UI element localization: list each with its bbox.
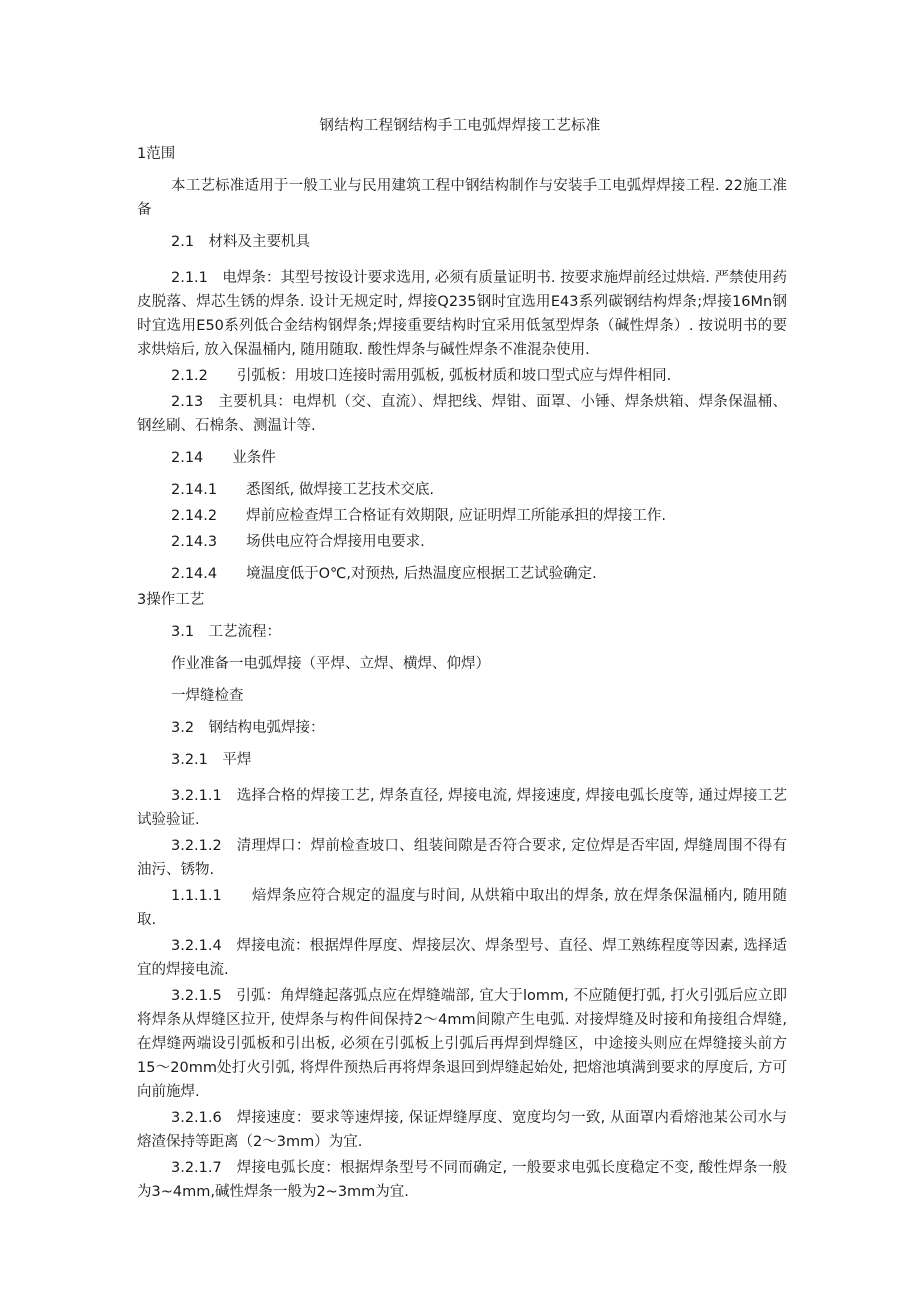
paragraph: 2.14.4 境温度低于O℃,对预热, 后热温度应根据工艺试验确定. [171,566,597,582]
paragraph: 3.2.1.6 焊接速度：要求等速焊接, 保证焊缝厚度、宽度均匀一致, 从面罩内看熔池某公司水与熔渣保持等距离（2～3mm）为宜. [137,1110,787,1150]
paragraph: 2.14.3 场供电应符合焊接用电要求. [171,534,425,550]
paragraph: 2.1 材料及主要机具 [171,234,311,250]
paragraph: 作业准备一电弧焊接（平焊、立焊、横焊、仰焊） [171,656,490,672]
document-body [137,140,787,1204]
paragraph: 2.1.1 电焊条：其型号按设计要求选用, 必须有质量证明书. 按要求施焊前经过烘焙. 严禁使用药皮脱落、焊芯生锈的焊条. 设计无规定时, 焊接Q235钢时宜选用E43系列碳钢结构焊条;焊接16Mn钢时宜选用E50系列低合金结构钢焊条;焊接重要结构时宜采用低氢型焊条（碱性焊条）. 按说明书的要求烘焙后, 放入保温桶内, 随用随取. 酸性焊条与碱性焊条不准混杂使用. [137,270,787,358]
paragraph: 2.14.2 焊前应检查焊工合格证有效期限, 应证明焊工所能承担的焊接工作. [171,508,666,524]
paragraph: 2.14 业条件 [171,450,276,466]
paragraph: 2.1.2 引弧板：用坡口连接时需用弧板, 弧板材质和坡口型式应与焊件相同. [171,368,672,384]
paragraph: 本工艺标准适用于一般工业与民用建筑工程中钢结构制作与安装手工电弧焊焊接工程. 22施工准备 [137,178,787,218]
paragraph: 3.2.1.2 清理焊口：焊前检查坡口、组装间隙是否符合要求, 定位焊是否牢固, 焊缝周围不得有油污、锈物. [137,838,787,878]
paragraph: 1.1.1.1 焙焊条应符合规定的温度与时间, 从烘箱中取出的焊条, 放在焊条保温桶内, 随用随取. [137,888,787,928]
paragraph: 3.2 钢结构电弧焊接： [171,720,325,736]
paragraph: 3.2.1 平焊 [171,752,252,768]
paragraph: 2.13 主要机具：电焊机（交、直流）、焊把线、焊钳、面罩、小锤、焊条烘箱、焊条保温桶、钢丝刷、石棉条、测温计等. [137,394,787,434]
document-title: 钢结构工程钢结构手工电弧焊焊接工艺标准 [319,118,601,134]
paragraph: 3操作工艺 [137,592,205,608]
paragraph: 1范围 [137,146,176,162]
paragraph: 3.1 工艺流程： [171,624,282,640]
paragraph: 2.14.1 悉图纸, 做焊接工艺技术交底. [171,482,434,498]
paragraph: 3.2.1.4 焊接电流：根据焊件厚度、焊接层次、焊条型号、直径、焊工熟练程度等因素, 选择适宜的焊接电流. [137,938,787,978]
paragraph: 3.2.1.5 引弧：角焊缝起落弧点应在焊缝端部, 宜大于lomm, 不应随便打弧, 打火引弧后应立即将焊条从焊缝区拉开, 使焊条与构件间保持2～4mm间隙产生电弧. 对接焊缝及时接和角接组合焊缝, 在焊缝两端设引弧板和引出板, 必须在引弧板上引弧后再焊到焊缝区，中途接头则应在焊缝接头前方15～20mm处打火引弧, 将焊件预热后再将焊条退回到焊缝起始处, 把熔池填满到要求的厚度后, 方可向前施焊. [137,988,787,1100]
paragraph: 一焊缝检查 [171,688,244,704]
paragraph: 3.2.1.1 选择合格的焊接工艺, 焊条直径, 焊接电流, 焊接速度, 焊接电弧长度等, 通过焊接工艺试验验证. [137,788,787,828]
paragraph: 3.2.1.7 焊接电弧长度：根据焊条型号不同而确定, 一般要求电弧长度稳定不变, 酸性焊条一般为3~4mm,碱性焊条一般为2~3mm为宜. [137,1160,787,1200]
